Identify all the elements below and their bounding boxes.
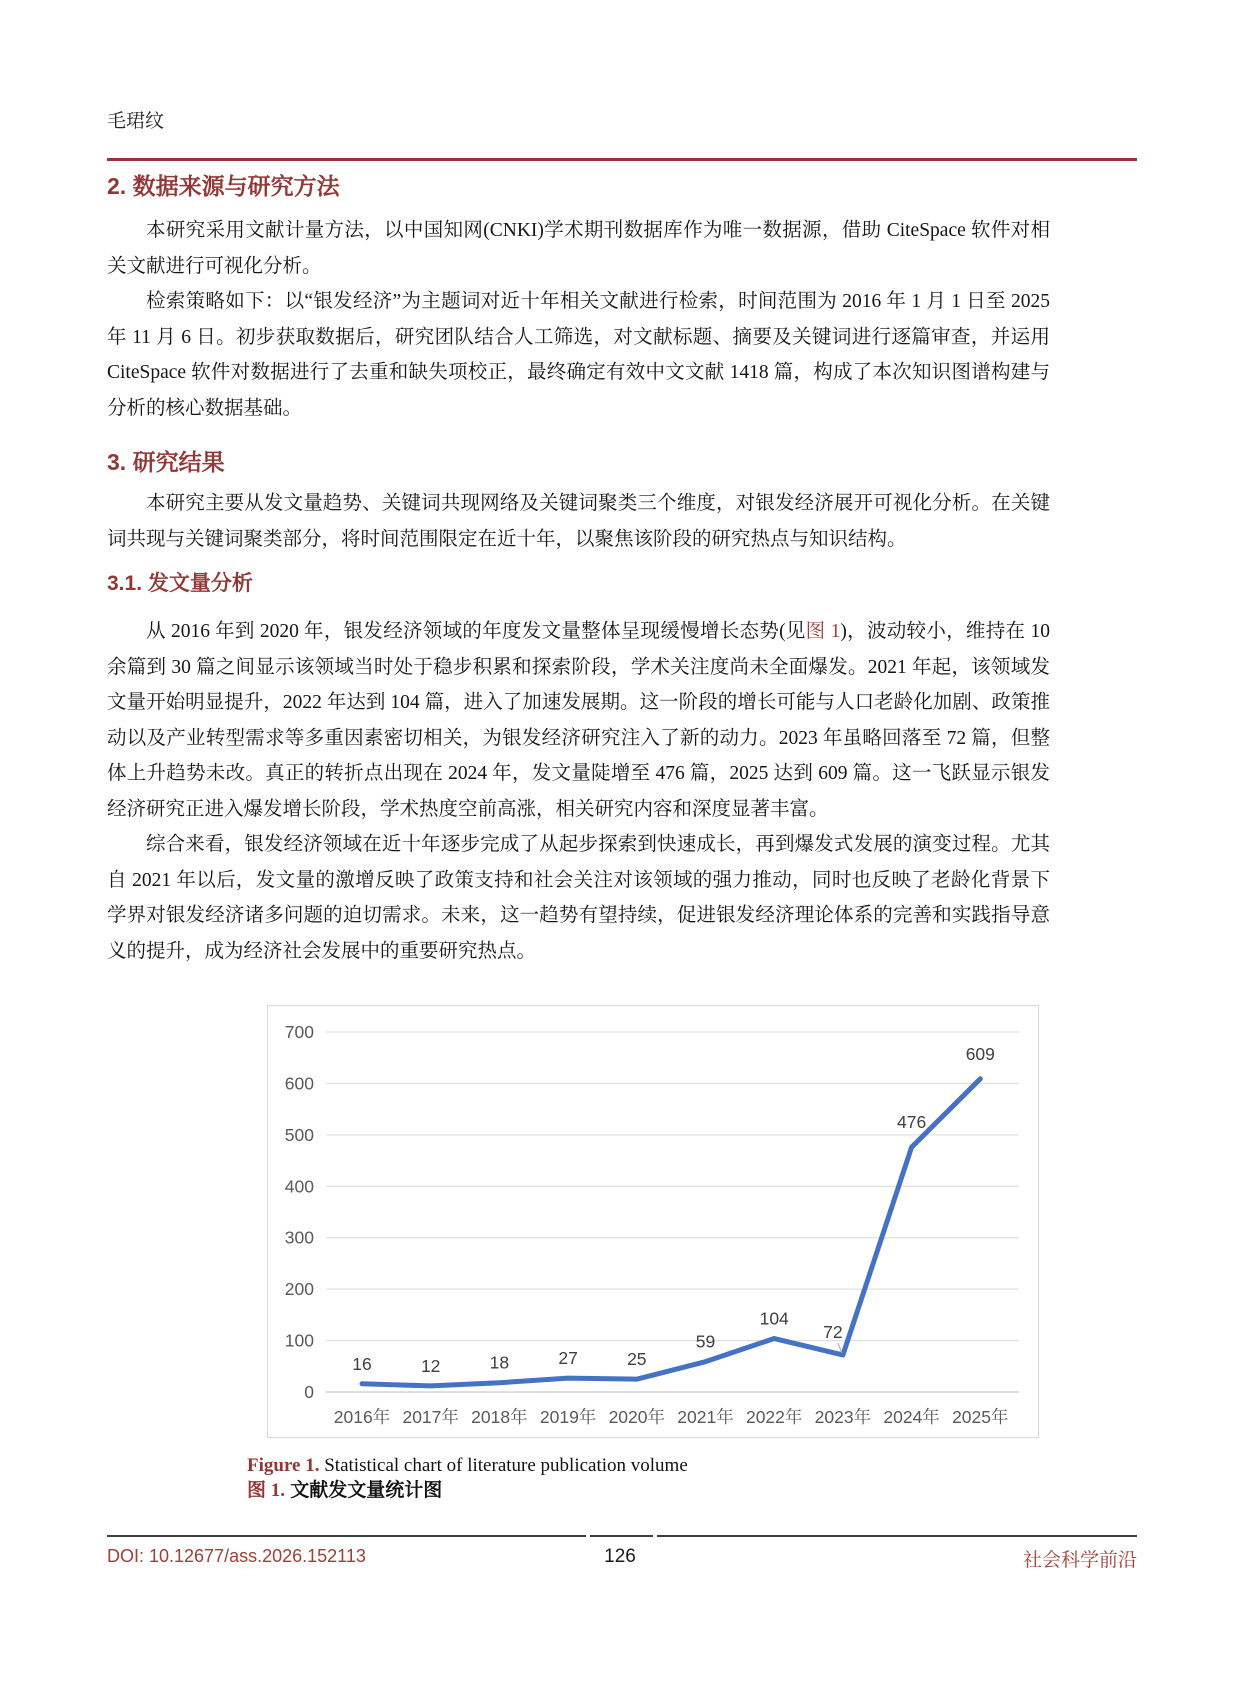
running-head-author: 毛珺纹 — [107, 111, 165, 132]
svg-text:2025年: 2025年 — [952, 1407, 1009, 1427]
svg-text:2024年: 2024年 — [883, 1407, 940, 1427]
svg-text:200: 200 — [284, 1279, 314, 1300]
svg-text:2020年: 2020年 — [608, 1407, 666, 1427]
footer-page-number: 126 — [604, 1546, 636, 1567]
svg-text:2019年: 2019年 — [539, 1407, 597, 1427]
svg-text:59: 59 — [695, 1331, 716, 1352]
figure1-caption-zh-label: 图 1. — [247, 1480, 286, 1501]
svg-text:0: 0 — [304, 1382, 314, 1402]
publication-volume-chart-svg — [268, 1006, 1038, 1437]
figure1-caption-en-label: Figure 1. — [247, 1455, 320, 1476]
section-heading-2: 2. 数据来源与研究方法 — [107, 173, 340, 199]
figure1-caption-en-text: Statistical chart of literature publication volume — [319, 1455, 688, 1476]
svg-text:16: 16 — [352, 1353, 372, 1374]
paragraph-summary: 综合来看，银发经济领域在近十年逐步完成了从起步探索到快速成长，再到爆发式发展的演变过程。尤其自 2021 年以后，发文量的激增反映了政策支持和社会关注对该领域的强力推动，同时也反映了老龄化背景下学界对银发经济诸多问题的迫切需求。未来，这一趋势有望持续，促进银发经济理论体系的完善和实践指导意义的提升，成为经济社会发展中的重要研究热点。 — [107, 834, 1050, 962]
footer-journal-name: 社会科学前沿 — [1022, 1550, 1137, 1571]
footer-rule-left — [107, 1535, 586, 1537]
svg-text:476: 476 — [896, 1112, 927, 1133]
figure1-caption-en — [247, 1453, 688, 1478]
svg-text:2018年: 2018年 — [471, 1407, 528, 1427]
paragraph-results-intro: 本研究主要从发文量趋势、关键词共现网络及关键词聚类三个维度，对银发经济展开可视化分析。在关键词共现与关键词聚类部分，将时间范围限定在近十年，以聚焦该阶段的研究热点与知识结构。 — [107, 493, 1050, 550]
section-3-1-body — [107, 614, 1050, 969]
svg-text:2016年: 2016年 — [333, 1407, 391, 1427]
svg-text:18: 18 — [489, 1352, 510, 1373]
trend-text-pre: 从 2016 年到 2020 年，银发经济领域的年度发文量整体呈现缓慢增长态势(见 — [146, 621, 806, 642]
svg-text:2023年: 2023年 — [814, 1407, 872, 1427]
figure1-line-chart — [267, 1005, 1039, 1438]
svg-text:104: 104 — [759, 1308, 789, 1329]
figure1-reference-link[interactable]: 图 1 — [805, 621, 841, 642]
footer-doi-link[interactable]: DOI: 10.12677/ass.2026.152113 — [107, 1546, 366, 1566]
svg-text:12: 12 — [420, 1355, 441, 1376]
svg-text:300: 300 — [284, 1227, 314, 1248]
svg-text:600: 600 — [284, 1073, 314, 1094]
svg-text:100: 100 — [284, 1330, 314, 1351]
footer-rule-right — [657, 1535, 1137, 1537]
section-3-body — [107, 486, 1050, 557]
svg-text:609: 609 — [965, 1043, 995, 1064]
svg-text:2021年: 2021年 — [677, 1407, 734, 1427]
section-heading-3: 3. 研究结果 — [107, 449, 225, 475]
section-2-body — [107, 213, 1050, 426]
figure1-caption-zh — [247, 1478, 688, 1503]
svg-text:500: 500 — [284, 1124, 314, 1145]
svg-text:72: 72 — [823, 1321, 843, 1342]
svg-text:27: 27 — [558, 1348, 578, 1369]
svg-text:2022年: 2022年 — [745, 1407, 803, 1427]
svg-text:25: 25 — [627, 1349, 647, 1370]
svg-text:700: 700 — [284, 1022, 314, 1042]
figure1-caption — [247, 1453, 688, 1503]
svg-text:400: 400 — [284, 1176, 314, 1197]
trend-text-post: )，波动较小，维持在 10 余篇到 30 篇之间显示该领域当时处于稳步积累和探索阶段，学术关注度尚未全面爆发。2021 年起，该领域发文量开始明显提升，2022 年达到 104 篇，进入了加速发展期。这一阶段的增长可能与人口老龄化加剧、政策推动以及产业转型需求等多重因素密切相关，为银发经济研究注入了新的动力。2023 年虽略回落至 72 篇，但整体上升趋势未改。真正的转折点出现在 2024 年，发文量陡增至 476 篇，2025 达到 609 篇。这一飞跃显示银发经济研究正进入爆发增长阶段，学术热度空前高涨，相关研究内容和深度显著丰富。 — [107, 621, 1050, 820]
section-heading-3-1: 3.1. 发文量分析 — [107, 572, 253, 595]
header-rule — [107, 158, 1137, 161]
footer-rule-center — [590, 1535, 653, 1537]
paragraph-methods-1: 本研究采用文献计量方法，以中国知网(CNKI)学术期刊数据库作为唯一数据源，借助 CiteSpace 软件对相关文献进行可视化分析。 — [107, 220, 1050, 277]
paragraph-methods-2: 检索策略如下：以“银发经济”为主题词对近十年相关文献进行检索，时间范围为 2016 年 1 月 1 日至 2025 年 11 月 6 日。初步获取数据后，研究团队结合人工筛选，对文献标题、摘要及关键词进行逐篇审查，并运用 CiteSpace 软件对数据进行了去重和缺失项校正，最终确定有效中文文献 1418 篇，构成了本次知识图谱构建与分析的核心数据基础。 — [107, 291, 1050, 419]
svg-text:2017年: 2017年 — [402, 1407, 459, 1427]
figure1-caption-zh-text: 文献发文量统计图 — [285, 1480, 443, 1501]
paragraph-trend-analysis — [107, 614, 1050, 827]
